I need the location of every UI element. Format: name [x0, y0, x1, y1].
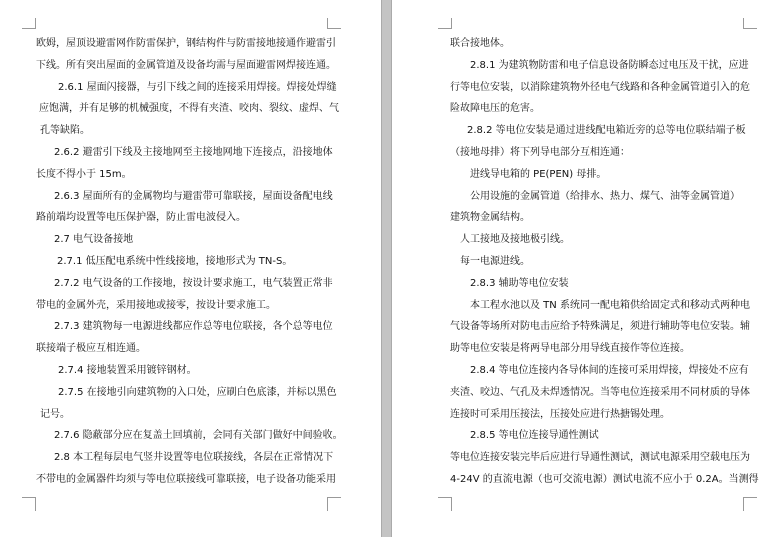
page-gutter [381, 0, 392, 537]
text-line: （接地母排）将下列导电部分互相连通： [450, 146, 630, 158]
text-line: 险故障电压的危害。 [450, 103, 540, 115]
text-line: 2.8.1 为建筑物防雷和电子信息设备防瞬态过电压及干扰，应进 [470, 59, 749, 71]
text-line: 带电的金属外壳，采用接地或接零，按设计要求施工。 [36, 299, 276, 311]
text-line: 等电位连接安装完毕后应进行导通性测试，测试电源采用空载电压为 [450, 452, 750, 464]
margin-corner-mark [438, 18, 452, 29]
text-line: 行等电位安装，以消除建筑物外径电气线路和各种金属管道引入的危 [450, 81, 750, 93]
text-line: 2.7.1 低压配电系统中性线接地，接地形式为 TN-S。 [57, 255, 293, 267]
text-line: 联合接地体。 [450, 38, 510, 49]
text-line: 记号。 [40, 408, 70, 420]
text-line: 建筑物金属结构。 [450, 212, 530, 224]
text-line: 人工接地及接地极引线。 [460, 234, 570, 246]
margin-corner-mark [327, 497, 341, 511]
margin-corner-mark [22, 497, 36, 511]
text-line: 2.6.2 避雷引下线及主接地网至主接地网地下连接点，沿接地体 [54, 146, 333, 158]
text-line: 2.7.6 隐蔽部分应在复盖土回填前，会同有关部门做好中间验收。 [54, 430, 343, 442]
margin-corner-mark [743, 497, 757, 511]
text-line: 2.7.4 接地装置采用镀锌钢材。 [58, 364, 197, 376]
text-line: 2.8.2 等电位安装是通过进线配电箱近旁的总等电位联结端子板 [467, 125, 746, 137]
text-line: 2.7.5 在接地引向建筑物的入口处，应刷白色底漆，并标以黑色 [58, 386, 337, 398]
text-line: 2.6.3 屋面所有的金属物均与避雷带可靠联接，屋面设备配电线 [54, 190, 333, 202]
section-heading: 2.8.5 等电位连接导通性测试 [470, 430, 599, 442]
margin-corner-mark [743, 18, 757, 29]
text-line: 联接端子极应互相连通。 [36, 343, 146, 355]
text-line: 长度不得小于 15m。 [36, 168, 132, 180]
text-line: 4-24V 的直流电源（也可交流电源）测试电流不应小于 0.2A。当测得 [450, 473, 759, 485]
text-line: 进线导电箱的 PE(PEN) 母排。 [470, 168, 607, 180]
page-text [36, 33, 343, 491]
text-line: 应饱满，并有足够的机械强度，不得有夹渣、咬肉、裂纹、虚焊、气 [39, 103, 339, 115]
document-page-right [392, 0, 760, 537]
text-line: 欧姆，屋顶设避雷网作防雷保护，钢结构件与防雷接地接通作避雷引 [36, 38, 336, 49]
margin-corner-mark [327, 18, 341, 29]
text-line: 不带电的金属器件均须与等电位联接线可靠联接，电子设备功能采用 [36, 473, 336, 485]
text-line: 2.7.3 建筑物每一电源进线都应作总等电位联接，各个总等电位 [54, 321, 333, 333]
text-line: 下线。所有突出屋面的金属管道及设备均需与屋面避雷网焊接连通。 [36, 59, 336, 71]
text-line: 每一电源进线。 [460, 255, 530, 267]
text-line: 连接时可采用压接法，压接处应进行热搪锡处理。 [450, 408, 670, 420]
text-line: 2.8.4 等电位连接内各导体间的连接可采用焊接，焊接处不应有 [470, 364, 749, 376]
margin-corner-mark [22, 18, 36, 29]
text-line: 2.8 本工程每层电气竖井设置等电位联接线，各层在正常情况下 [54, 452, 334, 464]
section-heading: 2.8.3 辅助等电位安装 [470, 277, 569, 289]
text-line: 公用设施的金属管道（给排水、热力、煤气、油等金属管道） [470, 190, 740, 202]
margin-corner-mark [438, 497, 452, 511]
text-line: 夹渣、咬边、气孔及未焊透情况。当等电位连接采用不同材质的导体 [450, 386, 750, 398]
text-line: 孔等缺陷。 [40, 125, 90, 137]
text-line: 气设备等场所对防电击应给予特殊满足，须进行辅助等电位安装。辅 [450, 321, 750, 333]
text-line: 本工程水池以及 TN 系统同一配电箱供给固定式和移动式两种电 [470, 299, 750, 311]
text-line: 2.7.2 电气设备的工作接地，按设计要求施工，电气装置正常非 [54, 277, 333, 289]
text-line: 助等电位安装是将两导电部分用导线直接作等位连接。 [450, 343, 690, 355]
text-line: 路前端均设置等电压保护器，防止雷电波侵入。 [36, 212, 246, 224]
section-heading: 2.7 电气设备接地 [54, 234, 134, 246]
text-line: 2.6.1 屋面闪接器，与引下线之间的连接采用焊接。焊接处焊缝 [58, 81, 337, 93]
page-text [450, 33, 759, 491]
